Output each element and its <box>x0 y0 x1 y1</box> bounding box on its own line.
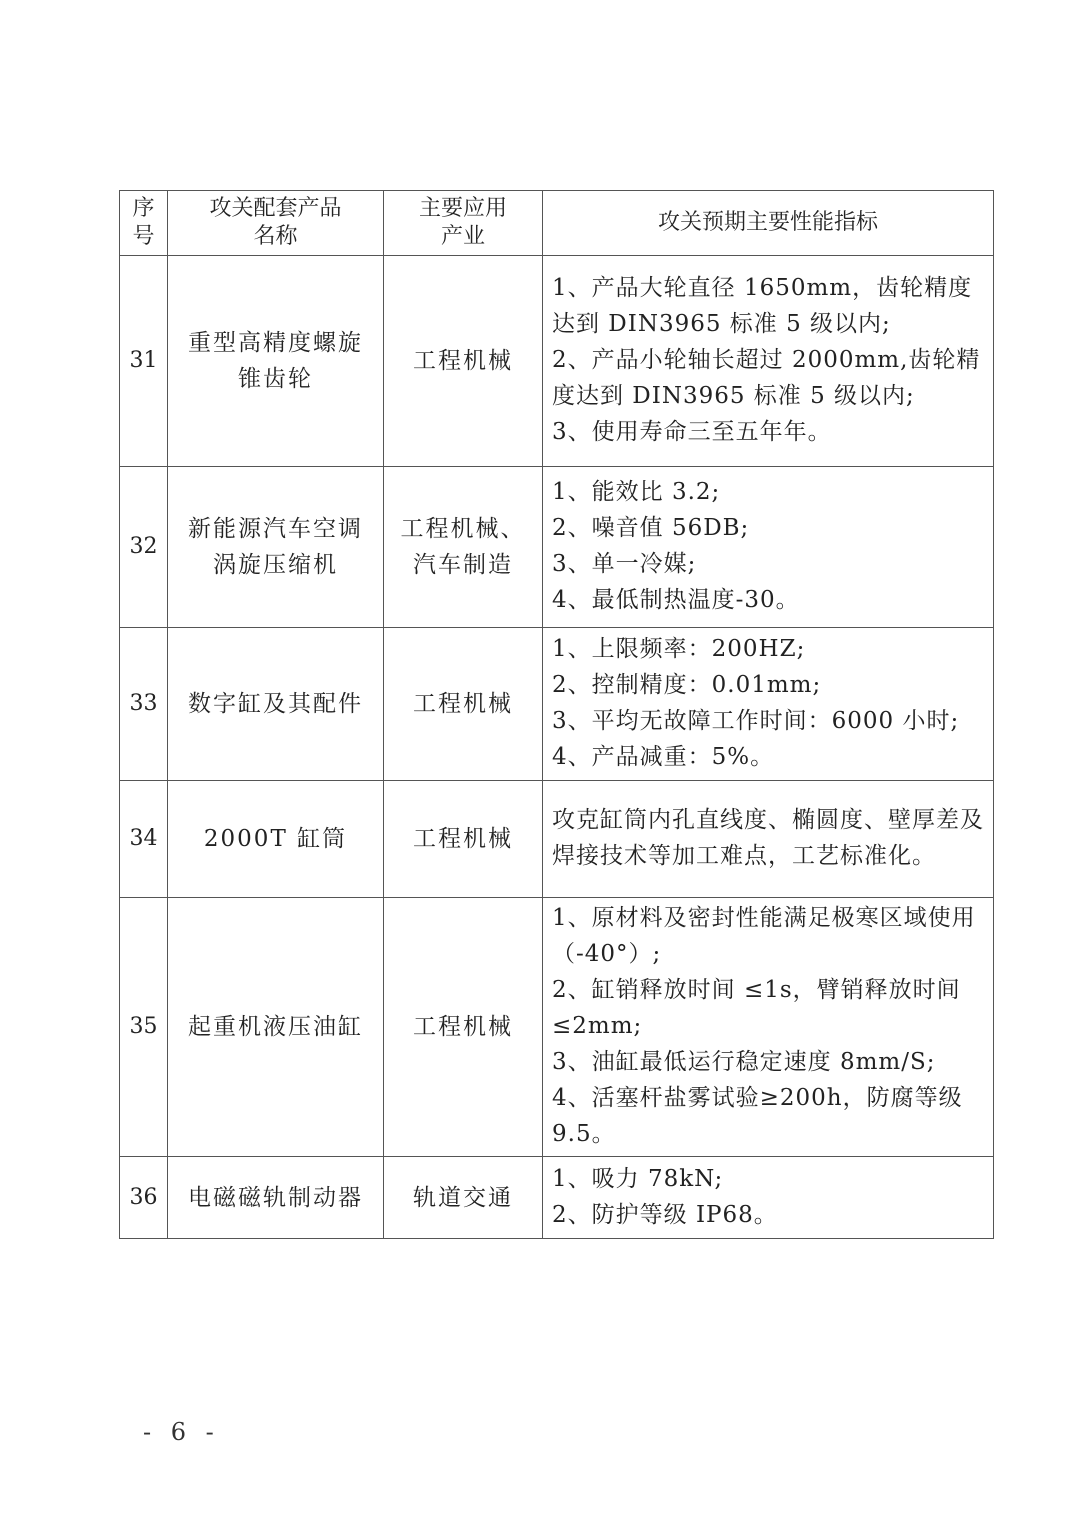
performance-spec: 攻克缸筒内孔直线度、椭圆度、壁厚差及焊接技术等加工难点，工艺标准化。 <box>543 781 994 898</box>
industry: 轨道交通 <box>384 1157 543 1239</box>
table-row <box>120 898 994 1157</box>
product-name: 重型高精度螺旋锥齿轮 <box>168 256 384 467</box>
industry: 工程机械 <box>384 781 543 898</box>
row-number: 35 <box>120 898 168 1157</box>
table-row <box>120 467 994 628</box>
product-name: 2000T 缸筒 <box>168 781 384 898</box>
row-number: 36 <box>120 1157 168 1239</box>
product-name: 新能源汽车空调涡旋压缩机 <box>168 467 384 628</box>
header-industry: 主要应用 产业 <box>384 191 543 256</box>
product-name: 起重机液压油缸 <box>168 898 384 1157</box>
spec-table <box>119 190 994 1239</box>
header-performance-spec: 攻关预期主要性能指标 <box>543 191 994 256</box>
industry: 工程机械、 汽车制造 <box>384 467 543 628</box>
page-number: - 6 - <box>143 1418 220 1446</box>
row-number: 31 <box>120 256 168 467</box>
performance-spec: 1、能效比 3.2; 2、噪音值 56DB; 3、单一冷媒; 4、最低制热温度-30。 <box>543 467 994 628</box>
table-header-row <box>120 191 994 256</box>
header-product-name: 攻关配套产品 名称 <box>168 191 384 256</box>
table-row <box>120 628 994 781</box>
industry: 工程机械 <box>384 628 543 781</box>
table-row <box>120 256 994 467</box>
product-name: 数字缸及其配件 <box>168 628 384 781</box>
row-number: 34 <box>120 781 168 898</box>
table-row <box>120 1157 994 1239</box>
row-number: 33 <box>120 628 168 781</box>
performance-spec: 1、原材料及密封性能满足极寒区域使用（-40°）; 2、缸销释放时间 ≤1s，臂销释放时间≤2mm; 3、油缸最低运行稳定速度 8mm/S; 4、活塞杆盐雾试验≥200h，防腐等级9.5。 <box>543 898 994 1157</box>
industry: 工程机械 <box>384 256 543 467</box>
performance-spec: 1、吸力 78kN; 2、防护等级 IP68。 <box>543 1157 994 1239</box>
header-serial-number: 序 号 <box>120 191 168 256</box>
industry: 工程机械 <box>384 898 543 1157</box>
row-number: 32 <box>120 467 168 628</box>
table-row <box>120 781 994 898</box>
performance-spec: 1、产品大轮直径 1650mm，齿轮精度达到 DIN3965 标准 5 级以内; 2、产品小轮轴长超过 2000mm,齿轮精度达到 DIN3965 标准 5 级以内; 3、使用寿命三至五年年。 <box>543 256 994 467</box>
product-name: 电磁磁轨制动器 <box>168 1157 384 1239</box>
performance-spec: 1、上限频率：200HZ; 2、控制精度：0.01mm; 3、平均无故障工作时间：6000 小时; 4、产品减重：5%。 <box>543 628 994 781</box>
